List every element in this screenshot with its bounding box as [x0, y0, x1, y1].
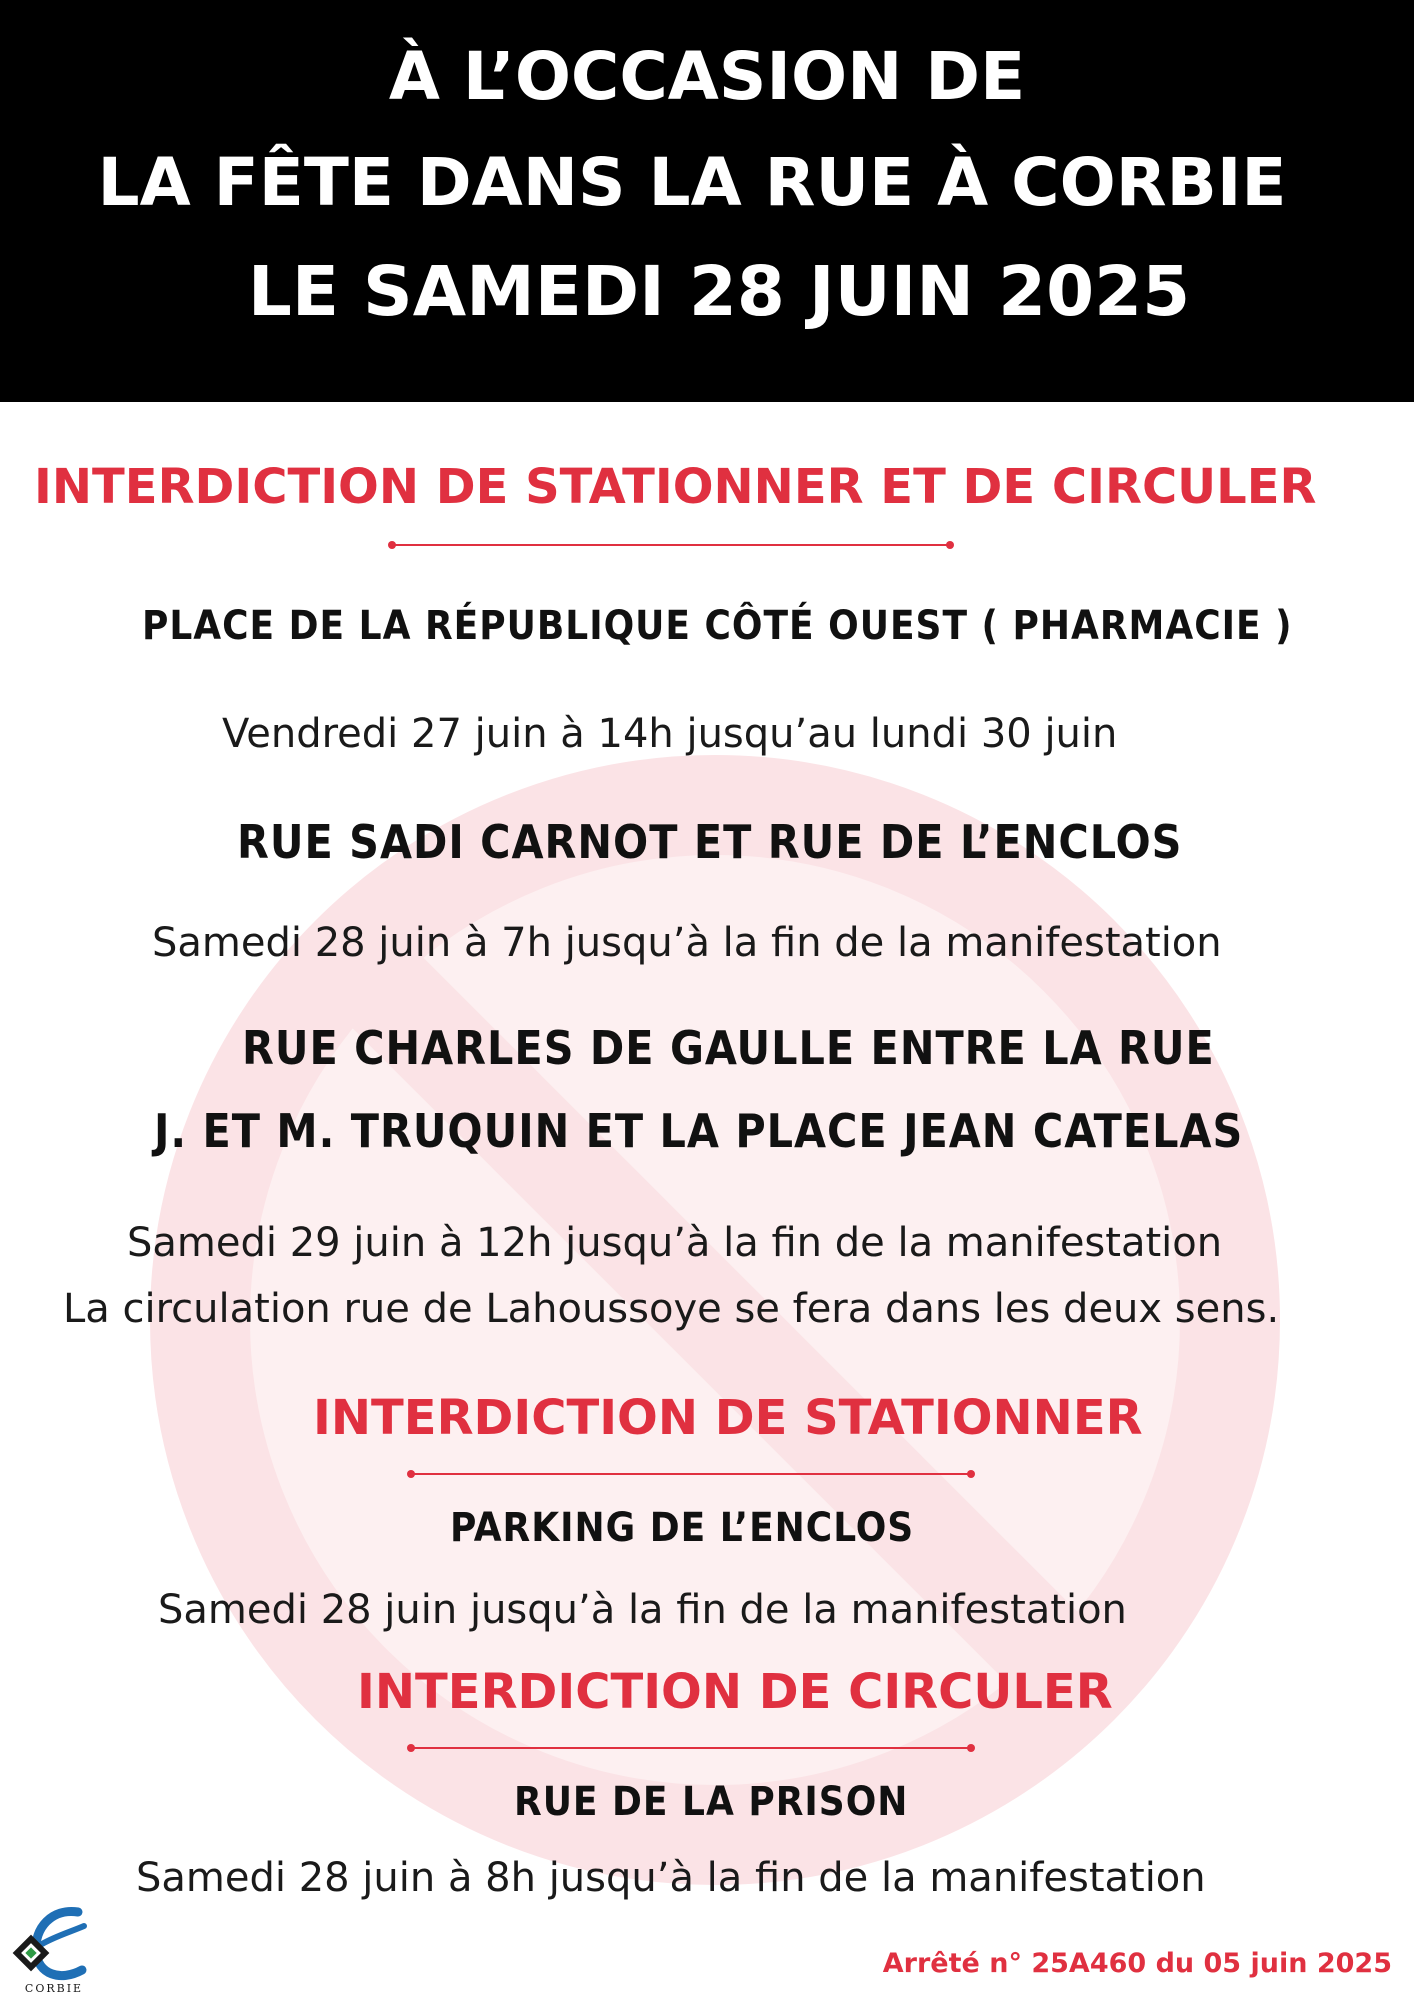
place-republique: PLACE DE LA RÉPUBLIQUE CÔTÉ OUEST ( PHARMACIE )	[142, 603, 1293, 649]
arrete-reference: Arrêté n° 25A460 du 05 juin 2025	[882, 1948, 1392, 1979]
section-title-circuler: INTERDICTION DE CIRCULER	[357, 1664, 1113, 1720]
date-parking-enclos: Samedi 28 juin jusqu’à la fin de la manifestation	[158, 1587, 1127, 1633]
header-line-1: À L’OCCASION DE	[388, 38, 1026, 115]
place-rue-prison: RUE DE LA PRISON	[514, 1779, 909, 1825]
divider-3	[411, 1747, 971, 1749]
place-charles-de-gaulle-line-1: RUE CHARLES DE GAULLE ENTRE LA RUE	[242, 1021, 1215, 1075]
section-title-stationner-circuler: INTERDICTION DE STATIONNER ET DE CIRCULER	[34, 459, 1317, 515]
date-charles-de-gaulle: Samedi 29 juin à 12h jusqu’à la fin de la manifestation	[127, 1220, 1223, 1266]
header-line-2: LA FÊTE DANS LA RUE À CORBIE	[97, 144, 1287, 221]
note-lahoussoye: La circulation rue de Lahoussoye se fera dans les deux sens.	[63, 1286, 1280, 1332]
header-line-3: LE SAMEDI 28 JUIN 2025	[247, 252, 1191, 332]
date-republique: Vendredi 27 juin à 14h jusqu’au lundi 30 juin	[222, 711, 1118, 757]
place-sadi-carnot: RUE SADI CARNOT ET RUE DE L’ENCLOS	[237, 815, 1183, 869]
date-rue-prison: Samedi 28 juin à 8h jusqu’à la fin de la manifestation	[136, 1855, 1206, 1901]
header-banner	[0, 0, 1414, 402]
corbie-logo-icon	[12, 1900, 97, 1995]
place-parking-enclos: PARKING DE L’ENCLOS	[450, 1505, 915, 1551]
date-sadi-carnot: Samedi 28 juin à 7h jusqu’à la fin de la manifestation	[152, 920, 1222, 966]
section-title-stationner: INTERDICTION DE STATIONNER	[313, 1390, 1143, 1446]
place-charles-de-gaulle-line-2: J. ET M. TRUQUIN ET LA PLACE JEAN CATELAS	[154, 1104, 1244, 1158]
divider-2	[411, 1473, 971, 1475]
logo-text: CORBIE	[24, 1982, 84, 1995]
divider-1	[392, 544, 950, 546]
